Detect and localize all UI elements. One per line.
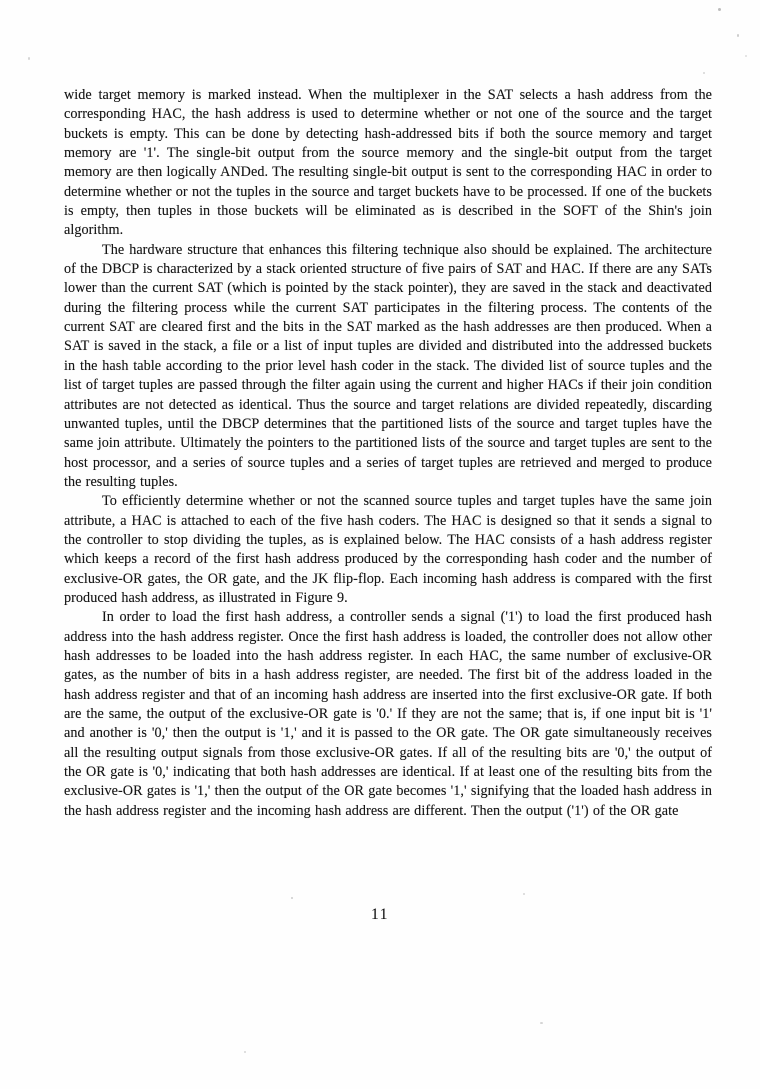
body-text	[64, 86, 712, 821]
scan-speck	[28, 57, 30, 60]
scan-speck	[703, 72, 705, 74]
scan-speck	[737, 34, 739, 37]
scan-speck	[745, 55, 747, 57]
paragraph-hardware-structure: The hardware structure that enhances this filtering technique also should be explained. The architecture of the DBCP is characterized by a stack oriented structure of five pairs of SAT and HAC. If there are any SATs lower than the current SAT (which is pointed by the stack pointer), they are saved in the stack and deactivated during the filtering process while the current SAT participates in the filtering process. The contents of the current SAT are cleared first and the bits in the SAT marked as the hash addresses are then produced. When a SAT is saved in the stack, a file or a list of input tuples are divided and distributed into the addressed buckets in the hash table according to the prior level hash coder in the stack. The divided list of source tuples and the list of target tuples are passed through the filter again using the current and higher HACs if their join condition attributes are not detected as identical. Thus the source and target relations are divided repeatedly, discarding unwanted tuples, until the DBCP determines that the partitioned lists of the source and target tuples have the same join attribute. Ultimately the pointers to the partitioned lists of the source and target tuples are sent to the host processor, and a series of source tuples and a series of target tuples are retrieved and merged to produce the resulting tuples.	[64, 241, 712, 490]
scan-speck	[523, 893, 525, 895]
scan-speck	[291, 897, 293, 899]
paragraph-hac-attachment: To efficiently determine whether or not the scanned source tuples and target tuples have the same join attribute, a HAC is attached to each of the five hash coders. The HAC is designed so that it sends a signal to the controller to stop dividing the tuples, as is explained below. The HAC consists of a hash address register which keeps a record of the first hash address produced by the corresponding hash coder and the number of exclusive-OR gates, the OR gate, and the JK flip-flop. Each incoming hash address is compared with the first produced hash address, as illustrated in Figure 9.	[64, 493, 712, 606]
paragraph-hash-address-loading: In order to load the first hash address, a controller sends a signal ('1') to load the first produced hash address into the hash address register. Once the first hash address is loaded, the controller does not allow other hash addresses to be loaded into the hash address register. In each HAC, the same number of exclusive-OR gates, as the number of bits in a hash address register, are needed. The first bit of the address loaded in the hash address register and that of an incoming hash address are inserted into the first exclusive-OR gate. If both are the same, the output of the exclusive-OR gate is '0.' If they are not the same; that is, if one input bit is '1' and another is '0,' then the output is '1,' and it is passed to the OR gate. The OR gate simultaneously receives all the resulting output signals from those exclusive-OR gates. If all of the resulting bits are '0,' the output of the OR gate is '0,' indicating that both hash addresses are identical. If at least one of the resulting bits from the exclusive-OR gates is '1,' then the output of the OR gate becomes '1,' signifying that the loaded hash address in the hash address register and the incoming hash address are different. Then the output ('1') of the OR gate	[64, 609, 712, 819]
scan-speck	[540, 1022, 543, 1024]
scan-speck	[244, 1051, 246, 1053]
scan-speck	[718, 8, 721, 11]
page-number: 11	[371, 906, 389, 923]
paragraph-filtering-technique: wide target memory is marked instead. When the multiplexer in the SAT selects a hash address from the corresponding HAC, the hash address is used to determine whether or not one of the source and the target buckets is empty. This can be done by detecting hash-addressed bits if both the source memory and target memory are '1'. The single-bit output from the source memory and the single-bit output from the target memory are then logically ANDed. The resulting single-bit output is sent to the corresponding HAC in order to determine whether or not the tuples in the source and target buckets have to be processed. If one of the buckets is empty, then tuples in those buckets will be eliminated as is described in the SOFT of the Shin's join algorithm.	[64, 87, 712, 239]
